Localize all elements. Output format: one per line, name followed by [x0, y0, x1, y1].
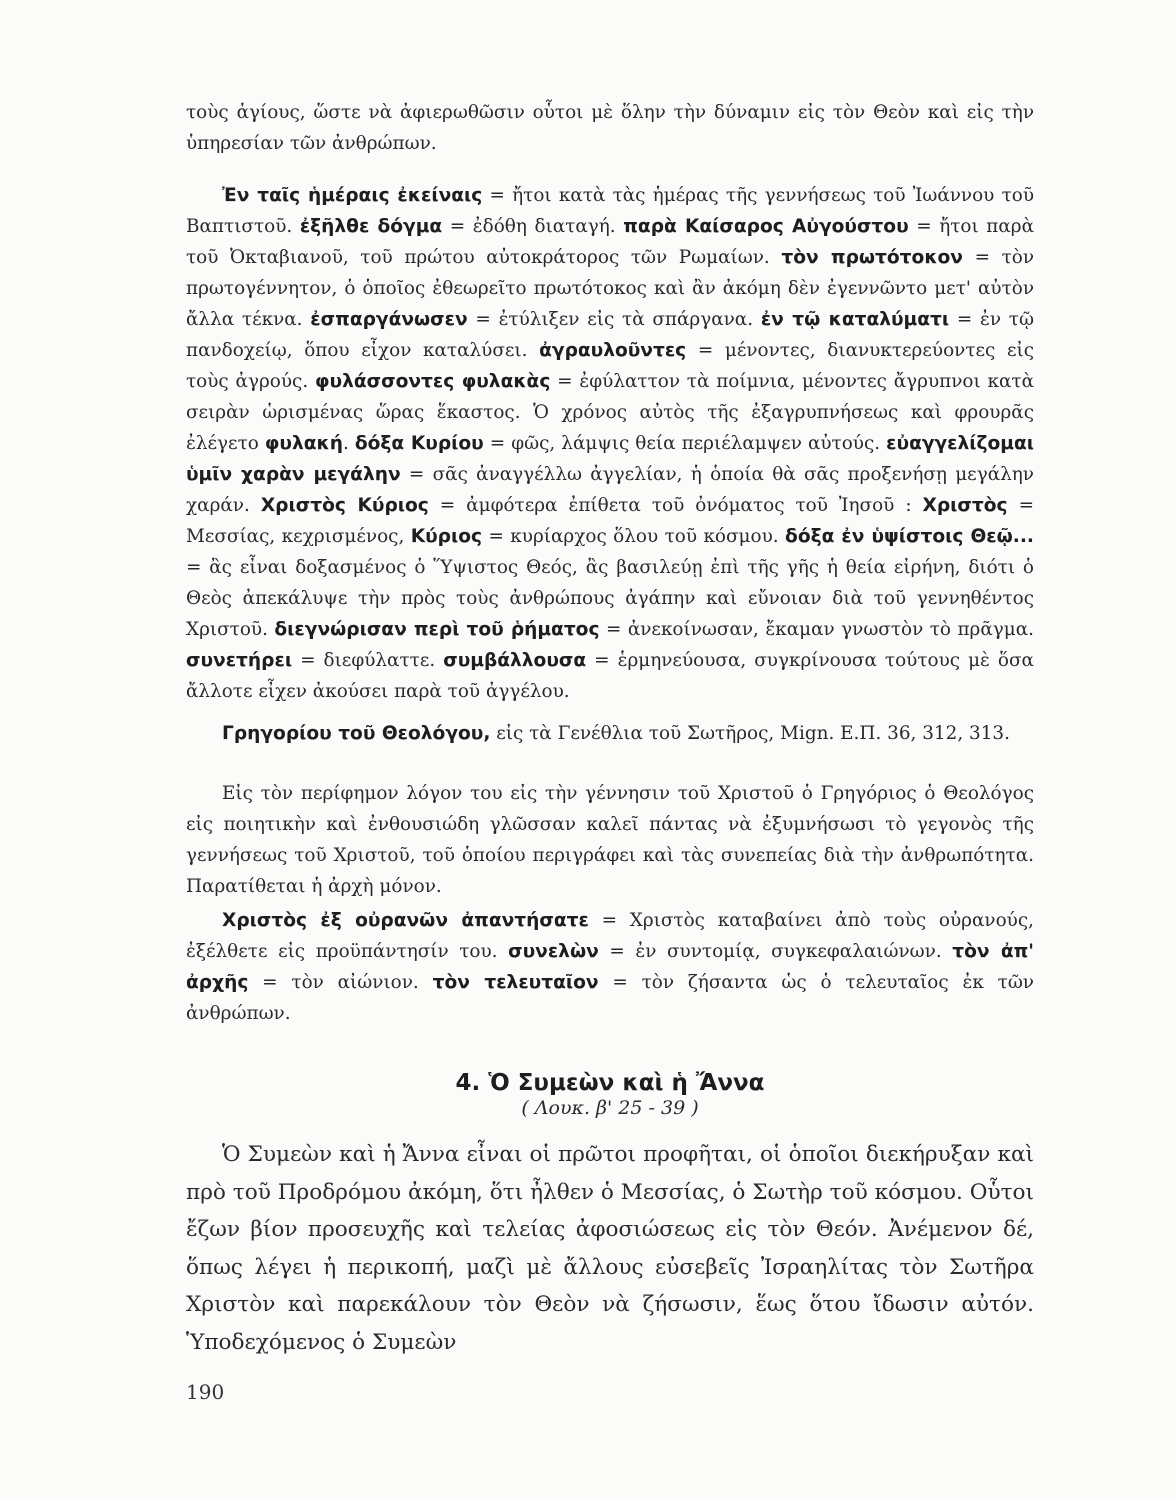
paragraph-intro-end — [186, 97, 1034, 159]
paragraph-gregory-intro — [186, 778, 1034, 902]
gloss: = ἀνεκοίνωσαν, ἔκαμαν γνωστὸν τὸ πρᾶγμα. — [599, 619, 1034, 640]
term: συμβάλλουσα — [443, 650, 587, 671]
gloss: = τὸν πρωτογέννητον, ὁ ὁποῖος ἐθεωρεῖτο πρωτότοκος καὶ ἂν ἀκόμη δὲν ἐγεννῶντο μετ' αὐτὸν ἄλλα τέκνα. — [186, 247, 1035, 330]
gloss: = ἐν συντομίᾳ, συγκεφαλαιώνων. — [598, 941, 953, 962]
term: δόξα ἐν ὑψίστοις Θεῷ... — [785, 526, 1034, 547]
glossary-paragraph-gregory — [186, 905, 1034, 1029]
term: συνελὼν — [508, 941, 599, 962]
text: Ὁ Συμεὼν καὶ ἡ Ἄννα εἶναι οἱ πρῶτοι προφῆται, οἱ ὁποῖοι διεκήρυξαν καὶ πρὸ τοῦ Προδρόμου ἀκόμη, ὅτι ἦλθεν ὁ Μεσσίας, ὁ Σωτὴρ τοῦ κόσμου. Οὗτοι ἔζων βίον προσευχῆς καὶ τελείας ἀφοσιώσεως εἰς τὸν Θεόν. Ἀνέμενον δέ, ὅπως λέγει ἡ περικοπή, μαζὶ μὲ ἄλλους εὐσεβεῖς Ἰσραηλίτας τὸν Σωτῆρα Χριστὸν καὶ παρεκάλουν τὸν Θεὸν νὰ ζήσωσιν, ἕως ὅτου ἴδωσιν αὐτόν. Ὑποδεχόμενος ὁ Συμεὼν — [186, 1142, 1034, 1355]
term: Χριστὸς ἐξ οὐρανῶν ἀπαντήσατε — [222, 910, 589, 931]
term: δόξα Κυρίου — [354, 433, 484, 454]
gloss: = σᾶς ἀναγγέλλω ἀγγελίαν, ἡ ὁποία θὰ σᾶς προξενήσῃ μεγάλην χαράν. — [186, 464, 1034, 516]
gloss: = ἐν τῷ πανδοχείῳ, ὅπου εἶχον καταλύσει. — [186, 309, 1034, 361]
gloss: = ἤτοι παρὰ τοῦ Ὀκταβιανοῦ, τοῦ πρώτου αὐτοκράτορος τῶν Ρωμαίων. — [186, 216, 1035, 268]
term: ἐξῆλθε δόγμα — [299, 216, 443, 237]
term: τὸν πρωτότοκον — [781, 247, 963, 268]
page-number: 190 — [186, 1380, 225, 1404]
paragraph-symeon-anna — [186, 1136, 1034, 1361]
term: ἐσπαργάνωσεν — [310, 309, 468, 330]
term: παρὰ Καίσαρος Αὐγούστου — [623, 216, 909, 237]
gloss: = ἐτύλιξεν εἰς τὰ σπάργανα. — [467, 309, 761, 330]
text: τοὺς ἁγίους, ὥστε νὰ ἀφιερωθῶσιν οὗτοι μὲ ὅλην τὴν δύναμιν εἰς τὸν Θεὸν καὶ εἰς τὴν ὑπηρεσίαν τῶν ἀνθρώπων. — [186, 102, 1034, 154]
gloss: = ἐφύλαττον τὰ ποίμνια, μένοντες ἄγρυπνοι κατὰ σειρὰν ὡρισμένας ὥρας ἕκαστος. Ὁ χρόνος αὐτὸς τῆς ἐξαγρυπνήσεως καὶ φρουρᾶς ἐλέγετο — [186, 371, 1035, 454]
section-reference: ( Λουκ. β' 25 - 39 ) — [521, 1097, 699, 1119]
term: τὸν ἀπ' ἀρχῆς — [186, 941, 1034, 993]
gloss: = ἂς εἶναι δοξασμένος ὁ Ὕψιστος Θεός, ἂς βασιλεύῃ ἐπὶ τῆς γῆς ἡ θεία εἰρήνη, διότι ὁ Θεὸς ἀπεκάλυψε τὴν πρὸς τοὺς ἀνθρώπους ἀγάπην καὶ εὔνοιαν διὰ τοῦ γεννηθέντος Χριστοῦ. — [186, 557, 1034, 640]
term: φυλακή — [264, 433, 343, 454]
gloss: = ἀμφότερα ἐπίθετα τοῦ ὀνόματος τοῦ Ἰησοῦ : — [428, 495, 923, 516]
gloss: = ἤτοι κατὰ τὰς ἡμέρας τῆς γεννήσεως τοῦ Ἰωάννου τοῦ Βαπτιστοῦ. — [186, 185, 1035, 237]
term: Κύριος — [410, 526, 483, 547]
gloss: = ἐδόθη διαταγή. — [442, 216, 624, 237]
term: ἐν τῷ καταλύματι — [760, 309, 950, 330]
gloss: = Χριστὸς καταβαίνει ἀπὸ τοὺς οὐρανούς, ἐξέλθετε εἰς προϋπάντησίν του. — [186, 910, 1034, 962]
gloss: = τὸν αἰώνιον. — [248, 972, 433, 993]
gloss: = ἑρμηνεύουσα, συγκρίνουσα τούτους μὲ ὅσα ἄλλοτε εἶχεν ἀκούσει παρὰ τοῦ ἀγγέλου. — [186, 650, 1034, 702]
gloss: = φῶς, λάμψις θεία περιέλαμψεν αὐτούς. — [483, 433, 887, 454]
gloss: = Μεσσίας, κεχρισμένος, — [186, 495, 1034, 547]
gloss: = μένοντες, διανυκτερεύοντες εἰς τοὺς ἀγρούς. — [186, 340, 1034, 392]
gloss: = τὸν ζήσαντα ὡς ὁ τελευταῖος ἐκ τῶν ἀνθρώπων. — [186, 972, 1034, 1024]
gloss: = διεφύλαττε. — [292, 650, 444, 671]
gloss: . — [342, 433, 355, 454]
section-heading: 4. Ὁ Συμεὼν καὶ ἡ Ἄννα — [455, 1070, 765, 1096]
term: συνετήρει — [186, 650, 293, 671]
term: Χριστὸς — [922, 495, 1008, 516]
term: Ἐν ταῖς ἡμέραις ἐκείναις — [222, 185, 483, 206]
text: Εἰς τὸν περίφημον λόγον του εἰς τὴν γέννησιν τοῦ Χριστοῦ ὁ Γρηγόριος ὁ Θεολόγος εἰς ποιητικὴν καὶ ἐνθουσιώδη γλῶσσαν καλεῖ πάντας νὰ ἐξυμνήσωσι τὸ γεγονὸς τῆς γεννήσεως τοῦ Χριστοῦ, τοῦ ὁποίου περιγράφει καὶ τὰς συνεπείας διὰ τὴν ἀνθρωπότητα. Παρατίθεται ἡ ἀρχὴ μόνον. — [186, 783, 1034, 897]
term: τὸν τελευταῖον — [432, 972, 599, 993]
glossary-paragraph-nativity — [186, 180, 1034, 707]
term: Χριστὸς Κύριος — [260, 495, 429, 516]
term: διεγνώρισαν περὶ τοῦ ῥήματος — [274, 619, 600, 640]
term: εὐαγγελίζομαι ὑμῖν χαρὰν μεγάλην — [186, 433, 1035, 485]
gloss: = κυρίαρχος ὅλου τοῦ κόσμου. — [482, 526, 786, 547]
citation: εἰς τὰ Γενέθλια τοῦ Σωτῆρος, Mign. Ε.Π. 36, 312, 313. — [490, 723, 1010, 744]
author: Γρηγορίου τοῦ Θεολόγου, — [222, 723, 491, 744]
source-citation — [186, 718, 1034, 749]
term: φυλάσσοντες φυλακὰς — [314, 371, 551, 392]
term: ἀγραυλοῦντες — [539, 340, 687, 361]
